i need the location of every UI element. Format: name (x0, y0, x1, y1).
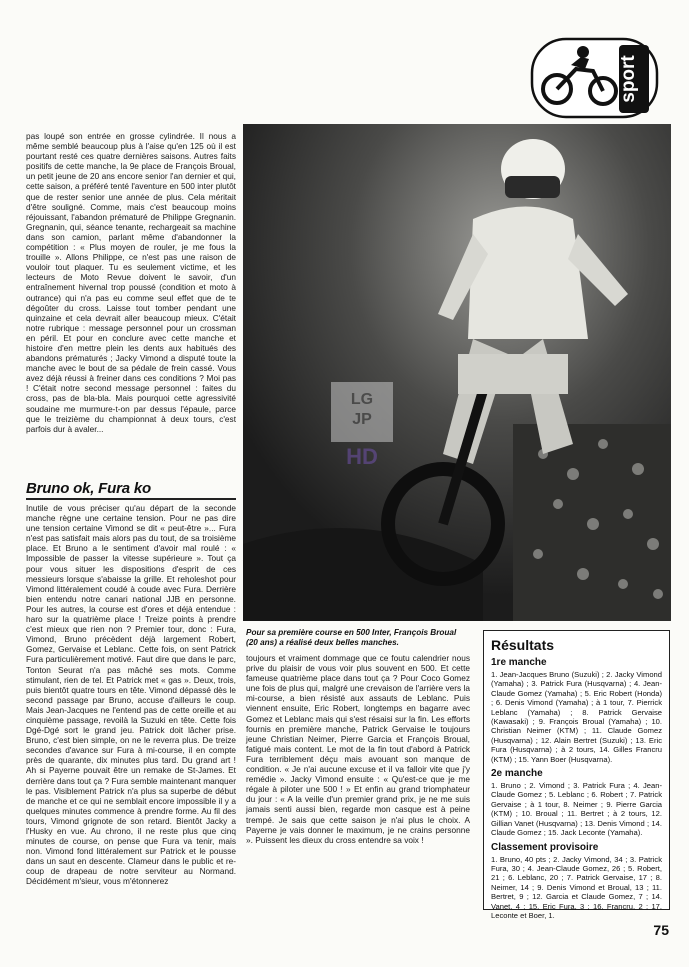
photo-caption: Pour sa première course en 500 Inter, François Broual (20 ans) a réalisé deux belles manches. (246, 628, 457, 647)
svg-text:HD: HD (346, 444, 378, 469)
page-number: 75 (653, 922, 669, 938)
paragraph: toujours et vraiment dommage que ce foutu calendrier nous prive du plaisir de vous voir plus souvent en 500. Et cette fameuse quatrième place dans tout ça ? Pour Coco Gomez une fois de plus qui, malgré une crevaison de l'arrière vers la mi-course, a bien résisté aux assauts de Leblanc. Puis viennent ensuite, Eric Robert, longtemps en bagarre avec Gomez et Leblanc mais qui s'est résaisi sur la fin. Les efforts fournis en première manche, Patrick Gervaise le toujours jeune Christian Neimer, Pierre Garcia et François Broual, fatigué mais content. Le mot de la fin tout d'abord à Patrick Fura terriblement déçu mais avouant son manque de condition. « Je n'ai aucune excuse et il va falloir vite que j'y remédie ». Jacky Vimond ensuite : « Qu'est-ce que je me régale à piloter une 500 ! » Et enfin au grand triomphateur du jour : « A la veille d'un premier grand prix, je ne me suis jamais senti aussi bien, regarde mon casque est à peine trempé. Je sais que cette saison je n'ai plus le choix. A Payerne je vais donner le maximum, je ne crains personne ». Puissent les dieux du cross entendre sa voix ! (246, 653, 470, 845)
race1-results: 1. Jean-Jacques Bruno (Suzuki) ; 2. Jacky Vimond (Yamaha) ; 3. Patrick Fura (Husqvarna) ; 4. Jean-Claude Gomez (Yamaha) ; 5. Eric Robert (Honda) ; 6. Denis Vimond (Yamaha) ; à 1 tour, 7. Pierrick Leblanc (Yamaha) ; 8. Patrick Gervaise (Kawasaki) ; 9. François Broual (Yamaha) ; 10. Christian Neimer (KTM) ; 11. Claude Gomez (Husqvarna) ; 12. Alain Bertret (Suzuki) ; 13. Eric Fura (Husqvarna) ; à 2 tours, 14. Gilles Francru (KTM) ; 15. Yann Boer (Husqvarna). (491, 670, 662, 764)
standings-heading: Classement provisoire (491, 841, 599, 853)
race2-results: 1. Bruno ; 2. Vimond ; 3. Patrick Fura ; 4. Jean-Claude Gomez ; 5. Leblanc ; 6. Robert ; 7. Patrick Gervaise ; à 1 tour, 8. Neimer ; 9. Pierre Garcia (KTM) ; 10. Broual ; 11. Bertret ; à 2 tours, 12. Gillian Vanet (Husqvarna) ; 13. Denis Vimond ; 14. Claude Gomez ; 15. Jack Leconte (Yamaha). (491, 781, 662, 838)
results-box (483, 630, 670, 920)
sport-section-logo (531, 35, 659, 121)
svg-text:LG: LG (350, 391, 374, 408)
article-text-left-top (26, 131, 236, 481)
article-text-middle-bottom (246, 653, 470, 915)
article-text-left-bottom (26, 503, 236, 917)
paragraph: pas loupé son entrée en grosse cylindrée. Il nous a même semblé beaucoup plus à l'aise qu'en 125 où il est pourtant resté ces quatre dernières saisons. Autres faits positifs de cette manche, la 9e place de François Broual, un petit jeune de 20 ans encore senior l'an dernier et qui, cette saison, a préféré tenté l'aventure en 500 inter plutôt que de rester senior une année de plus. Cela méritait d'être souligné. Comme, mais c'est beaucoup moins réjouissant, l'abandon prématuré de Philippe Gregnanin. Gregnanin, qui, séance tenante, rechargeait sa machine dans son camion, parlant même d'abandonner la compétition : « Plus moyen de rouler, je me fous la trouille ». Allons Philippe, ce n'est pas une raison de vouloir tout plaquer. Tu es seulement victime, et les lecteurs de Moto Revue doivent le savoir, d'un entraînement hivernal trop poussé (condition et moto à outrance) qui n'a pas eu comme seul effet que de te dégoûter du cross. Laisse tout tomber pendant une quinzaine et cela devrait aller beaucoup mieux. C'était notre rubrique : message personnel pour un crossman en péril. Et pour en conclure avec cette manche et histoire d'en mettre plein les dents aux habitués des abandons prématurés ; Jacky Vimond a disputé toute la manche avec le bout de sa pédale de frein cassé. Vous avez déjà réussi à freiner dans ces conditions ? Moi pas ! C'était notre second message personnel : faites du cross, pas de bla-bla. Mais pourquoi cette agressivité soudaine me murmure-t-on par dessus l'épaule, parce que le treizième du championnat à deux tours, c'est parfois dur à avaler... (26, 131, 236, 434)
sport-logo-text: sport (618, 55, 639, 103)
heading-divider (26, 498, 236, 500)
race2-heading: 2e manche (491, 768, 543, 780)
paragraph: Inutile de vous préciser qu'au départ de la seconde manche règne une certaine tension. Pour ne pas dire une tension certaine Vimond se dit « peut-être »... Fura n'est pas satisfait mais alors pas du tout, de sa troisième place. Et Bruno a le sentiment d'avoir mal roulé : « Impossible de passer la vitesse supérieure ». Tout ça pour vous situer les dispositions d'esprit de ces messieurs lorsque s'abaisse la grille. Et reholeshot pour Vimond littéralement coudé à coude avec Fura. Derrière bien entendu notre canari national JJB en personne. Pour les autres, la course est d'ores et déjà entendue : haro sur la quatrième place ! Treize points à prendre c'est mieux que rien non ? Premier tour, donc : Fura, Vimond, Bruno précèdent déjà largement Robert, Gomez, Gervaise et Leblanc. Cette fois, on sent Patrick Fura particulièrement motivé. Faut dire que dans le parc, Tonton Seurat n'a pas mâché ses mots. Comme stimulant, rien de tel. Et Patrick met « gas ». Deux, trois, puis bientôt quatre tours en tête. Vimond dépassé dès le second passage par Bruno, accuse d'ailleurs le coup. Mais Jean-Jacques ne l'entend pas de cette oreille et au cinquième passage, revoilà la Suzuki en tête. Cette fois Dgé-Dgé sort le grand jeu. Patrick doit lâcher prise. Bruno, c'est bien simple, on ne le reverra plus. De treize secondes d'avance sur Fura à mi-course, il en compte près de quarante, dix minutes plus tard. Du grand art ! Ah si Payerne pouvait être un remake de St-James. Et derrière dans tout ça ? Fura semble maintenant manquer le pas. Visiblement Patrick n'a plus sa superbe de début de manche et ce qui ne semblait encore impossible il y a quelques minutes commence à prendre forme. Au fil des tours, Vimond grignote de son retard. Bientôt Jacky a l'Husky en vue. Au chrono, il ne reste plus que cinq minutes de course, on pense que Fura va tenir, mais non. Vimond fond littéralement sur Patrick et le pousse dans un saut en descente. Clameur dans le public et re-coup de drapeau de notre serviteur au Normand. Décidément m'sieur, vous m'étonnerez (26, 503, 236, 887)
motocross-photo (243, 124, 671, 621)
race1-heading: 1re manche (491, 657, 547, 668)
results-title: Résultats (491, 637, 555, 653)
section-heading: Bruno ok, Fura ko (26, 480, 151, 497)
svg-text:JP: JP (352, 411, 372, 428)
standings-results: 1. Bruno, 40 pts ; 2. Jacky Vimond, 34 ; 3. Patrick Fura, 30 ; 4. Jean-Claude Gomez, 26 ; 5. Robert, 21 ; 6. Leblanc, 20 ; 7. Patrick Gervaise, 17 ; 8. Neimer, 14 ; 9. Denis Vimond et Broual, 13 ; 11. Bertret, 9 ; 12. Garcia et Claude Gomez, 7 ; 14. Vanet, 4 ; 15. Eric Fura, 3 ; 16. Francru, 2 ; 17. Leconte et Boer, 1. (491, 854, 662, 920)
